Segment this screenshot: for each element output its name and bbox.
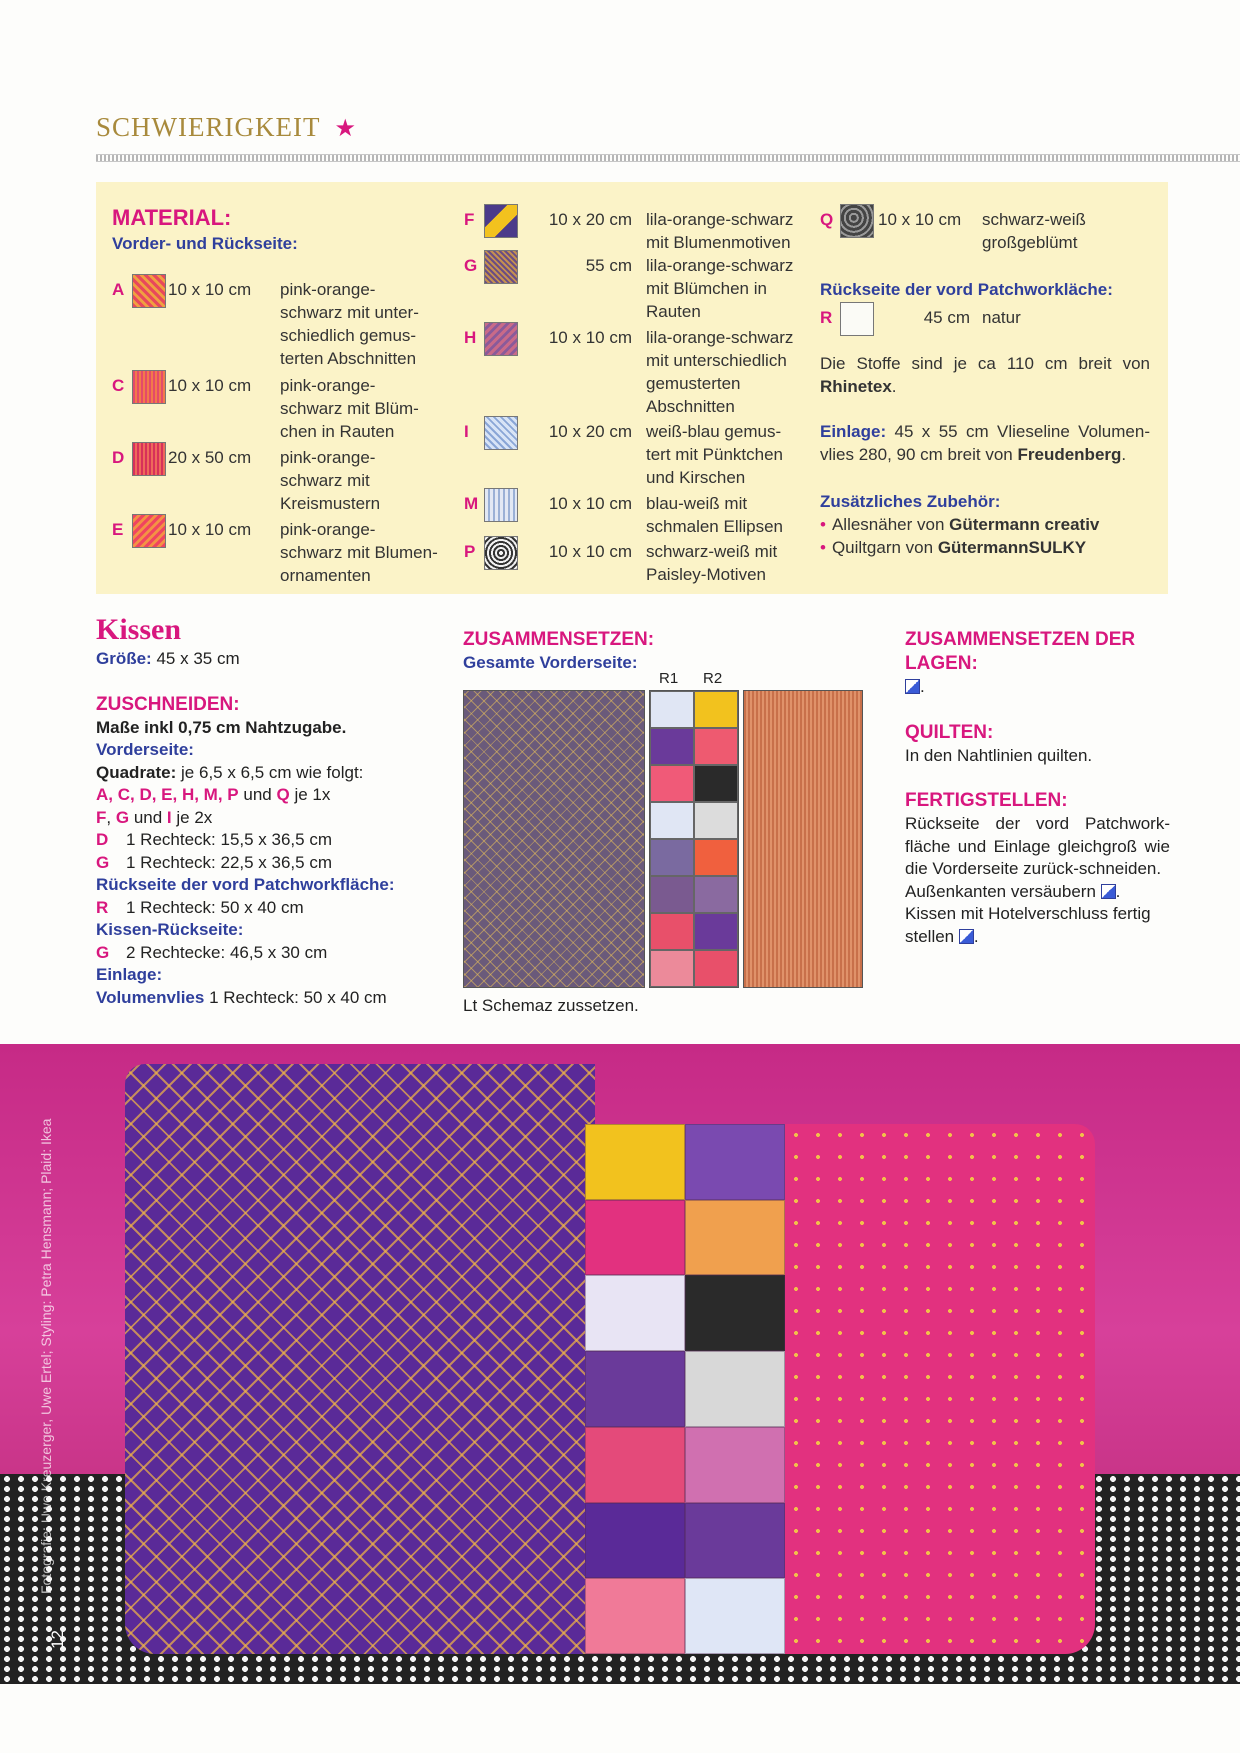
fabric-description: pink-orange- schwarz mit Blumen- ornamenten — [280, 520, 438, 585]
patch-square — [650, 876, 694, 913]
fabric-size: 10 x 10 cm — [548, 328, 632, 347]
accessory-item: • Quiltgarn von GütermannSULKY — [820, 538, 1087, 557]
diagram-caption: Lt Schemaz zussetzen. — [463, 996, 639, 1015]
brand-freudenberg: Freudenberg — [1017, 445, 1122, 464]
back-patch-label: Rückseite der vord Patchworkfläche: — [96, 875, 395, 894]
quilt-heading: QUILTEN: — [905, 721, 994, 743]
fabric-swatch — [132, 442, 166, 476]
page-header — [96, 112, 1240, 168]
patch-square — [650, 839, 694, 876]
fabric-letter: R — [820, 308, 833, 327]
fabric-letter: D — [112, 448, 125, 467]
fabric-description: weiß-blau gemus- tert mit Pünktchen und Kirschen — [646, 422, 784, 487]
pillow-back-label: Kissen-Rückseite: — [96, 920, 244, 939]
finish-text-2: Außenkanten versäubern . — [905, 881, 1121, 901]
fabric-letter: E — [112, 520, 124, 539]
fabric-swatch — [132, 274, 166, 308]
pillow-pink-panel — [785, 1124, 1095, 1654]
fabric-swatch — [484, 250, 518, 284]
fabric-size: 10 x 10 cm — [168, 376, 252, 395]
squares-list-1: A, C, D, E, H, M, P und Q je 1x — [96, 785, 331, 804]
fabric-size: 10 x 20 cm — [548, 210, 632, 229]
edge-stitch-icon — [959, 929, 974, 944]
edge-stitch-icon — [905, 679, 920, 694]
pillow-patch-square — [585, 1200, 685, 1276]
fabric-swatch — [484, 416, 518, 450]
fabric-size: 10 x 10 cm — [168, 520, 252, 539]
pillow-patch-square — [685, 1503, 785, 1579]
pillow-patch-square — [685, 1578, 785, 1654]
cutting-instructions — [96, 612, 436, 1009]
pillow-patch-square — [685, 1200, 785, 1276]
fabric-size: 10 x 10 cm — [168, 280, 252, 299]
fabric-swatch — [132, 514, 166, 548]
edge-stitch-icon — [1101, 884, 1116, 899]
patch-square — [650, 913, 694, 950]
fabric-size: 10 x 10 cm — [548, 494, 632, 513]
fabric-size: 45 cm — [923, 308, 970, 327]
pillow-patch-square — [585, 1503, 685, 1579]
accessory-item: • Allesnäher von Gütermann creativ — [820, 515, 1100, 534]
header-divider — [96, 154, 1240, 162]
pillow-patchwork-strip — [585, 1124, 785, 1654]
fabric-swatch — [484, 536, 518, 570]
fabric-size: 10 x 10 cm — [878, 210, 962, 229]
pillow-patch-square — [685, 1427, 785, 1503]
patch-square — [650, 691, 694, 728]
fabric-description: lila-orange-schwarz mit Blumenmotiven — [646, 210, 794, 252]
brand-rhinetex: Rhinetex — [820, 377, 892, 396]
difficulty-label: SCHWIERIGKEIT — [96, 112, 321, 142]
einlage-note: Einlage: 45 x 55 cm Vlieseline Volumen-vlies 280, 90 cm breit von Freudenberg. — [820, 422, 1150, 464]
patch-square — [694, 950, 738, 987]
material-subtitle: Vorder- und Rückseite: — [112, 234, 298, 253]
fabric-swatch — [840, 302, 874, 336]
accessories-heading: Zusätzliches Zubehör: — [820, 492, 1001, 511]
squares-list-2: F, G und I je 2x — [96, 807, 213, 827]
rect-G-line: G 1 Rechteck: 22,5 x 36,5 cm — [96, 852, 332, 872]
fabric-description: pink-orange- schwarz mit unter- schiedlich gemus- terten Abschnitten — [280, 280, 419, 368]
fabric-letter: M — [464, 494, 479, 513]
patch-square — [694, 765, 738, 802]
fabric-description: schwarz-weiß mit Paisley-Motiven — [646, 542, 778, 584]
fabric-swatch — [484, 322, 518, 356]
patchwork-strip — [649, 690, 739, 988]
rect-G2-line: G 2 Rechtecke: 46,5 x 30 cm — [96, 942, 328, 962]
fabric-letter: Q — [820, 210, 834, 229]
fabric-letter: I — [464, 422, 469, 441]
fabric-swatch — [132, 370, 166, 404]
back-patch-heading: Rückseite der vord Patchworkläche: — [820, 280, 1113, 299]
patch-square — [650, 802, 694, 839]
fabrics-note: Die Stoffe sind je ca 110 cm breit von Rhinetex. — [820, 354, 1150, 396]
cut-note: Maße inkl 0,75 cm Nahtzugabe. — [96, 717, 347, 737]
fabric-description: lila-orange-schwarz mit unterschiedlich gemusterten Abschnitten — [646, 328, 794, 416]
pillow-patch-square — [685, 1124, 785, 1200]
patch-square — [650, 728, 694, 765]
finish-text-1: Rückseite der vord Patchwork-fläche und Einlage gleichgroß wie die Vorderseite zurück-schneiden. — [905, 814, 1170, 878]
fabric-swatch — [484, 488, 518, 522]
fabric-letter: A — [112, 280, 125, 299]
fabric-size: 10 x 10 cm — [548, 542, 632, 561]
pillow-patch-square — [585, 1427, 685, 1503]
fabric-description: lila-orange-schwarz mit Blümchen in Rauten — [646, 256, 794, 321]
material-title: MATERIAL: — [112, 205, 232, 230]
material-column-1 — [112, 182, 452, 594]
pillow-patch-square — [685, 1351, 785, 1427]
pillow-patch-square — [685, 1275, 785, 1351]
finish-text-3: Kissen mit Hotelverschluss fertig stellen . — [905, 904, 1151, 946]
quilt-text: In den Nahtlinien quilten. — [905, 745, 1093, 765]
material-column-3 — [820, 182, 1160, 594]
assemble-heading: ZUSAMMENSETZEN: — [463, 629, 655, 650]
photo-credit: Fotografie: Uwe Kreuzerger, Uwe Ertel; Styling: Petra Hensmann; Plaid: Ikea — [38, 1118, 54, 1594]
row-label-r1: R1 — [659, 670, 679, 687]
rect-D-line: D 1 Rechteck: 15,5 x 36,5 cm — [96, 830, 332, 849]
patch-square — [650, 950, 694, 987]
patch-square — [694, 839, 738, 876]
pillow-patch-square — [585, 1275, 685, 1351]
pillow-patch-square — [585, 1578, 685, 1654]
fabric-description: pink-orange- schwarz mit Kreismustern — [280, 448, 381, 513]
finish-heading: FERTIGSTELLEN: — [905, 790, 1068, 811]
page-number: 12 — [48, 1630, 67, 1649]
pillow-purple-panel — [125, 1064, 595, 1654]
pillow-patch-square — [585, 1351, 685, 1427]
patchwork-diagram — [463, 670, 863, 990]
fabric-letter: C — [112, 376, 125, 395]
fabric-description: pink-orange- schwarz mit Blüm- chen in Rauten — [280, 376, 419, 441]
star-icon: ★ — [334, 115, 356, 142]
fabric-G-panel — [463, 690, 645, 988]
fabric-description: schwarz-weiß großgeblümt — [982, 210, 1086, 252]
fabric-size: 10 x 20 cm — [548, 422, 632, 441]
size-line: Größe: 45 x 35 cm — [96, 649, 240, 668]
patch-square — [694, 913, 738, 950]
patch-square — [694, 802, 738, 839]
patch-square — [694, 876, 738, 913]
squares-line: Quadrate: je 6,5 x 6,5 cm wie folgt: — [96, 762, 364, 782]
row-label-r2: R2 — [703, 670, 723, 687]
fabric-description: blau-weiß mit schmalen Ellipsen — [646, 494, 784, 536]
fabric-letter: H — [464, 328, 477, 347]
rect-R-line: R 1 Rechteck: 50 x 40 cm — [96, 897, 304, 917]
pillow-photo — [0, 1044, 1240, 1684]
cut-heading: ZUSCHNEIDEN: — [96, 693, 240, 715]
patch-square — [694, 691, 738, 728]
fabric-letter: F — [464, 210, 475, 229]
front-label: Vorderseite: — [96, 740, 194, 759]
material-box — [96, 182, 1168, 594]
finishing-instructions: ZUSAMMENSETZEN DER LAGEN: . QUILTEN: In den Nahtlinien quilten. FERTIGSTELLEN: Rückseite der vord Patchwork-fläche und Einlage gleichgroß wie die Vorderseite zurück-schneiden. Außenkanten versäubern . Kissen mit Hotelverschluss fertig stellen . — [905, 628, 1170, 948]
fabric-letter: P — [464, 542, 476, 561]
fabric-size: 20 x 50 cm — [168, 448, 252, 467]
patch-square — [694, 728, 738, 765]
patchwork-pillow — [125, 1064, 1095, 1654]
assembly-section — [463, 628, 883, 675]
fabric-letter: G — [464, 256, 478, 275]
fabric-swatch — [484, 204, 518, 238]
layers-heading: ZUSAMMENSETZEN DER LAGEN: — [905, 629, 1136, 674]
fabric-D-panel — [743, 690, 863, 988]
project-title: Kissen — [96, 613, 182, 646]
fabric-swatch — [840, 204, 874, 238]
volumen-line: Volumenvlies 1 Rechteck: 50 x 40 cm — [96, 987, 387, 1007]
einlage-label: Einlage: — [96, 965, 163, 984]
fabric-size: 55 cm — [585, 256, 632, 275]
fabric-description: natur — [982, 308, 1021, 327]
assemble-sub: Gesamte Vorderseite: — [463, 653, 638, 672]
pillow-patch-square — [585, 1124, 685, 1200]
patch-square — [650, 765, 694, 802]
material-column-2 — [464, 182, 824, 594]
